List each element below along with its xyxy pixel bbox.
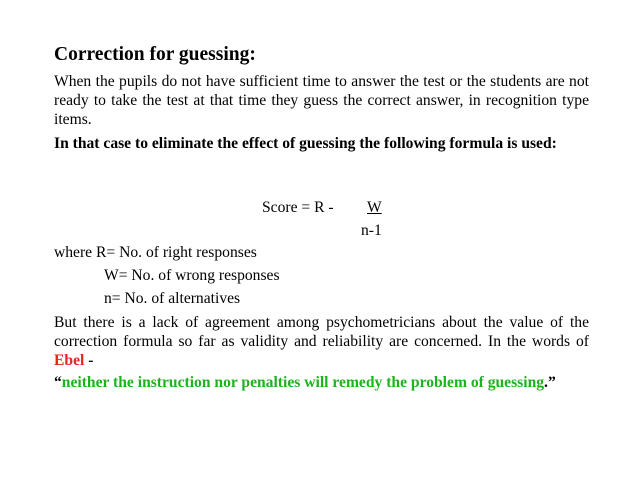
emphasis-paragraph: In that case to eliminate the effect of guessing the following formula is used: bbox=[54, 135, 557, 152]
closing-paragraph bbox=[54, 313, 589, 370]
quote-paragraph bbox=[54, 373, 589, 392]
quote-close: .” bbox=[544, 374, 556, 391]
definition-wrong: W= No. of wrong responses bbox=[104, 267, 280, 284]
slide-title: Correction for guessing: bbox=[54, 44, 256, 65]
author-name: Ebel bbox=[54, 352, 85, 369]
formula-numerator: W bbox=[367, 199, 382, 216]
quote-open: “ bbox=[54, 374, 62, 391]
quote-text: neither the instruction nor penalties will remedy the problem of guessing bbox=[61, 374, 545, 391]
definition-right: where R= No. of right responses bbox=[54, 244, 257, 261]
definition-alternatives: n= No. of alternatives bbox=[104, 290, 241, 307]
closing-text: But there is a lack of agreement among psychometricians about the value of the correction formula so far as validity and reliability are concerned. In the words of bbox=[54, 314, 589, 350]
author-dash: - bbox=[84, 352, 94, 369]
formula-lhs: Score = R - bbox=[262, 199, 334, 216]
formula-denominator: n-1 bbox=[361, 222, 382, 239]
intro-paragraph: When the pupils do not have sufficient time to answer the test or the students are not ready to take the test at that time they guess the correct answer, in recognition type items. bbox=[54, 73, 589, 128]
